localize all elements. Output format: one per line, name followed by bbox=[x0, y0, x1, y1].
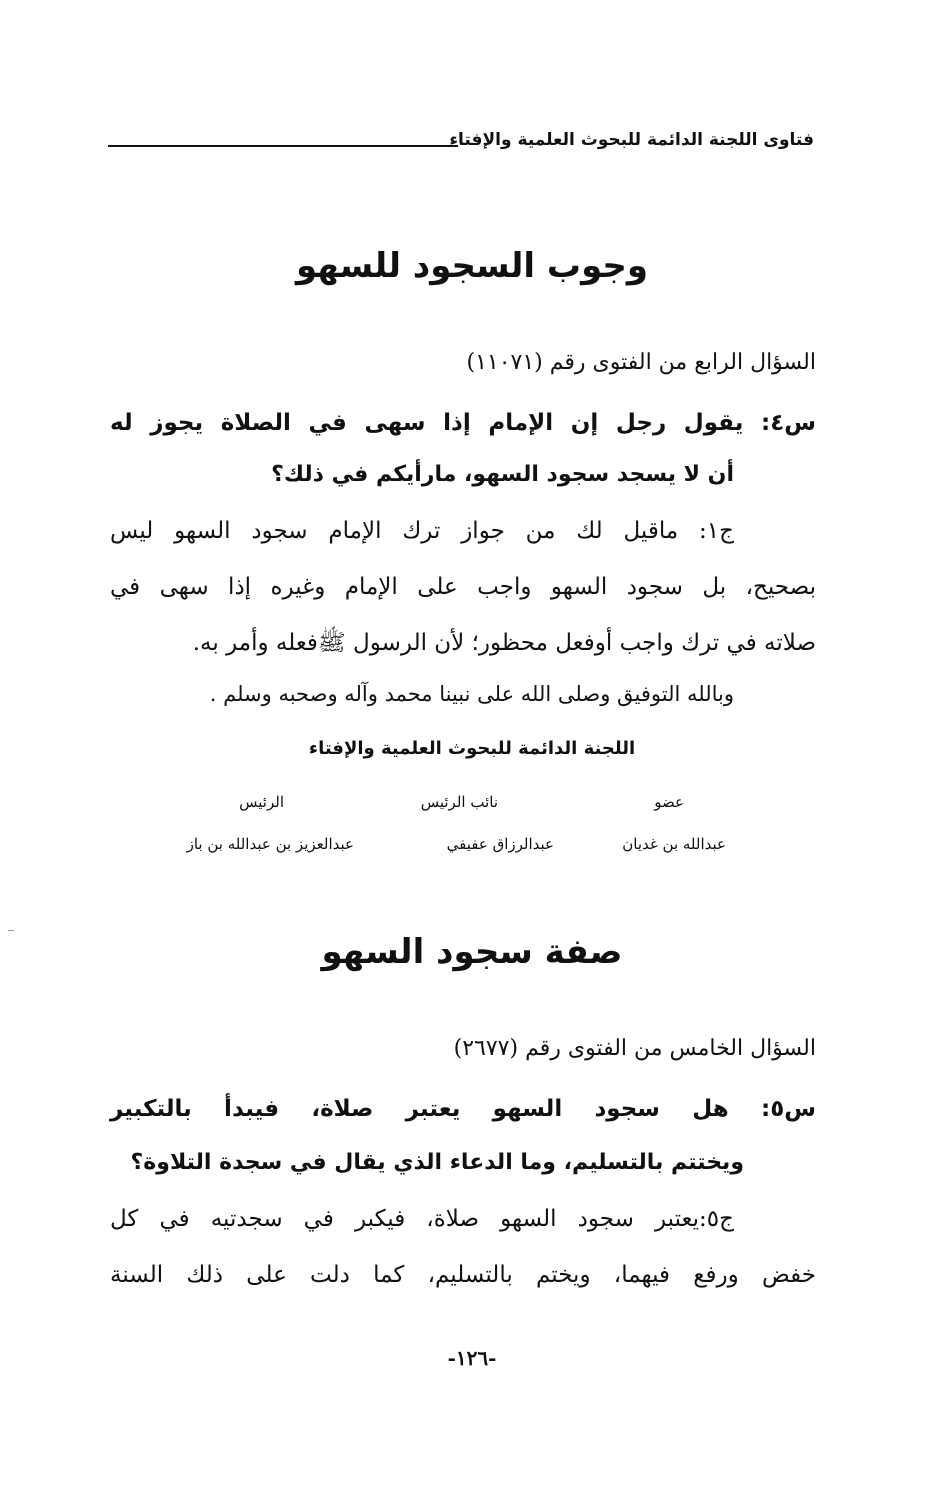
section-title-2: صفة سجود السهو bbox=[321, 932, 623, 972]
signatory-name-member: عبدالله بن غديان bbox=[622, 835, 726, 853]
question-label-2: السؤال الخامس من الفتوى رقم (٢٦٧٧) bbox=[453, 1036, 816, 1061]
question-1-line-2: أن لا يسجد سجود السهو، مارأيكم في ذلك؟ bbox=[271, 462, 734, 487]
section-title-1: وجوب السجود للسهو bbox=[295, 246, 649, 286]
committee-name: اللجنة الدائمة للبحوث العلمية والإفتاء bbox=[308, 738, 636, 759]
question-2-line-2: ويختتم بالتسليم، وما الدعاء الذي يقال في سجدة التلاوة؟ bbox=[130, 1150, 744, 1175]
header-title: فتاوى اللجنة الدائمة للبحوث العلمية والإفتاء bbox=[449, 130, 814, 150]
header-rule bbox=[108, 145, 458, 147]
answer-1-line-3: صلاته في ترك واجب أوفعل محظور؛ لأن الرسول ﷺفعله وأمر به. bbox=[192, 630, 816, 656]
answer-2-line-1: ج٥:يعتبر سجود السهو صلاة، فيكبر في سجدتيه في كل bbox=[110, 1206, 734, 1232]
answer-1-line-1: ج١: ماقيل لك من جواز ترك الإمام سجود السهو ليس bbox=[110, 518, 734, 544]
signatory-role-chair: الرئيس bbox=[239, 793, 284, 811]
question-1-line-1: س٤: يقول رجل إن الإمام إذا سهى في الصلاة يجوز له bbox=[110, 410, 816, 436]
margin-mark bbox=[8, 930, 14, 931]
running-header bbox=[108, 130, 814, 160]
answer-2-line-2: خفض ورفع فيهما، ويختم بالتسليم، كما دلت على ذلك السنة bbox=[110, 1262, 816, 1288]
signatory-role-vice-chair: نائب الرئيس bbox=[420, 793, 498, 811]
question-2-line-1: س٥: هل سجود السهو يعتبر صلاة، فيبدأ بالتكبير bbox=[110, 1096, 816, 1122]
signatory-name-chair: عبدالعزيز بن عبدالله بن باز bbox=[186, 835, 354, 853]
page-number: -١٢٦- bbox=[447, 1346, 497, 1370]
signatory-name-vice-chair: عبدالرزاق عفيفي bbox=[446, 835, 554, 853]
answer-1-line-2: بصحيح، بل سجود السهو واجب على الإمام وغيره إذا سهى في bbox=[110, 574, 816, 600]
question-label-1: السؤال الرابع من الفتوى رقم (١١٠٧١) bbox=[466, 350, 816, 375]
signatory-role-member: عضو bbox=[654, 793, 684, 811]
closing-line: وبالله التوفيق وصلى الله على نبينا محمد وآله وصحبه وسلم . bbox=[209, 682, 734, 706]
